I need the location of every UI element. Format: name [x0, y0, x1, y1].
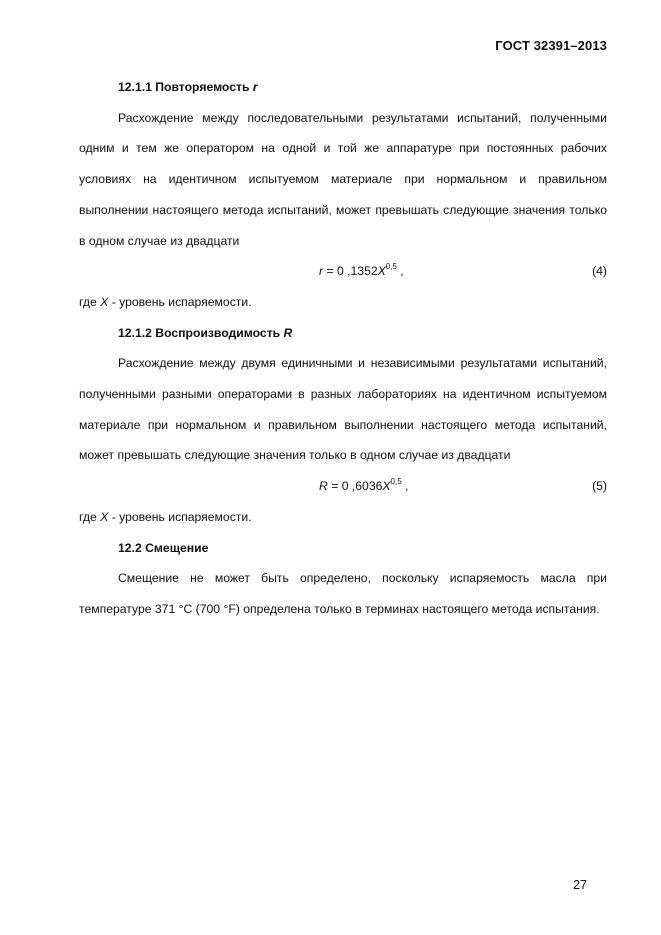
- where-variable: X: [100, 509, 109, 524]
- formula-4: [79, 256, 607, 287]
- section-12-2-paragraph: Смещение не может быть определено, поскольку испаряемость масла при температуре 371 °С (700 °F) определена только в терминах настоящего метода испытания.: [79, 571, 607, 616]
- section-12-1-2-heading: [118, 318, 607, 349]
- formula-tail: ,: [400, 264, 404, 279]
- formula-exponent: 0,5: [390, 477, 402, 487]
- heading-symbol: r: [252, 80, 258, 94]
- formula-rhs: = 0 ,6036: [331, 479, 383, 494]
- formula-4-number: (4): [592, 264, 607, 279]
- formula-5-where: [79, 502, 607, 533]
- formula-rhs: = 0 ,1352: [326, 264, 378, 279]
- formula-lhs: r: [319, 264, 324, 279]
- formula-tail: ,: [405, 479, 409, 494]
- where-text: - уровень испаряемости.: [111, 509, 252, 524]
- formula-4-expression: [319, 256, 404, 287]
- formula-exponent: 0,5: [385, 262, 397, 272]
- formula-5: [79, 471, 607, 502]
- formula-variable: X: [377, 264, 386, 279]
- where-text: - уровень испаряемости.: [111, 294, 252, 309]
- page-number: 27: [573, 878, 587, 892]
- where-prefix: где: [79, 294, 97, 309]
- where-variable: X: [100, 294, 109, 309]
- heading-title: 12.1.2 Воспроизводимость: [118, 325, 281, 340]
- heading-title: 12.1.1 Повторяемость: [118, 80, 250, 94]
- where-prefix: где: [79, 509, 97, 524]
- formula-lhs: R: [319, 479, 328, 494]
- section-12-2-heading: 12.2 Смещение: [118, 540, 209, 555]
- document-header: ГОСТ 32391–2013: [495, 38, 607, 53]
- formula-4-where: [79, 287, 607, 318]
- section-12-1-1-paragraph: Расхождение между последовательными результатами испытаний, полученными одним и тем же оператором на одной и той же аппаратуре при постоянных рабочих условиях на идентичном испытуемом материале при нормальном и правильном выполнении настоящего метода испытаний, может превышать следующие значения только в одном случае из двадцати: [79, 110, 607, 248]
- section-12-1-2-paragraph: Расхождение между двумя единичными и независимыми результатами испытаний, полученными разными операторами в разных лабораториях на идентичном испытуемом материале при нормальном и правильном выполнении настоящего метода испытаний, может превышать следующие значения только в одном случае из двадцати: [79, 356, 607, 463]
- document-body: [79, 72, 607, 625]
- section-12-1-1-heading: [118, 72, 607, 103]
- formula-5-expression: [319, 471, 408, 502]
- formula-variable: X: [382, 479, 391, 494]
- heading-symbol: R: [283, 325, 293, 340]
- formula-5-number: (5): [592, 479, 607, 494]
